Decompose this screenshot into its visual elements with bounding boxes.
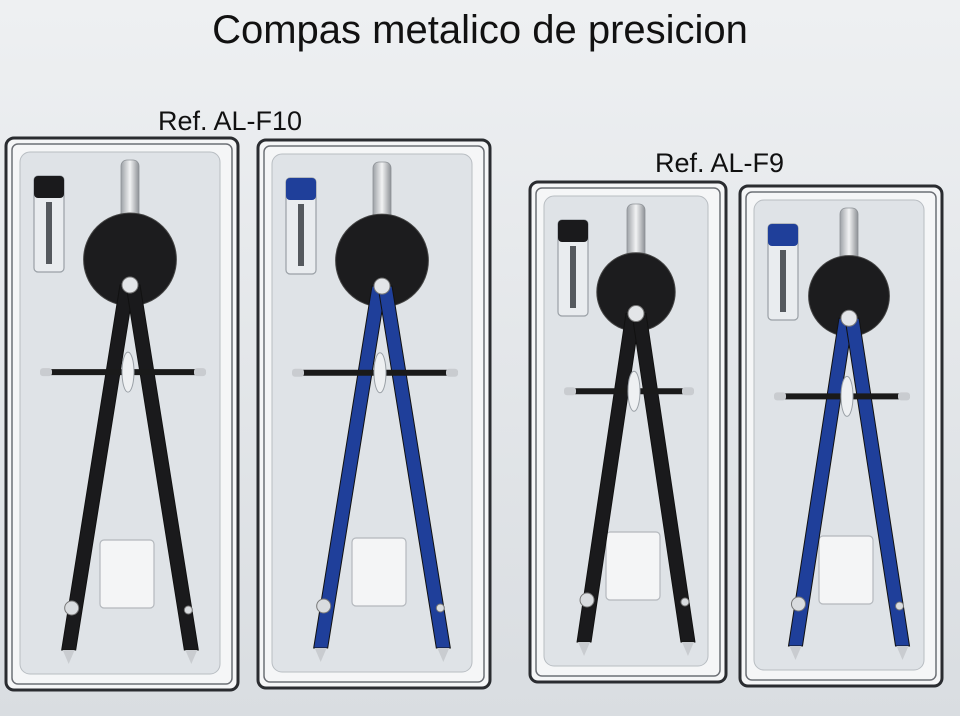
product-ref-label: Ref. AL-F9	[655, 148, 785, 178]
eraser	[100, 540, 154, 608]
eraser	[606, 532, 660, 600]
leg-screw	[436, 604, 444, 612]
bar-end	[292, 369, 304, 377]
eraser	[352, 538, 406, 606]
bar-end	[446, 369, 458, 377]
leg-screw	[65, 601, 79, 615]
lead-refills	[298, 204, 304, 266]
lead-refills	[570, 246, 576, 308]
vial-cap	[768, 224, 798, 246]
vial-cap	[34, 176, 64, 198]
compass-case	[740, 186, 942, 686]
bar-end	[682, 387, 694, 395]
adjust-wheel	[122, 352, 134, 392]
adjust-wheel	[628, 371, 640, 411]
vial-cap	[286, 178, 316, 200]
lead-refills	[46, 202, 52, 264]
product-ref-label: Ref. AL-F10	[158, 106, 303, 136]
bar-end	[774, 392, 786, 400]
bar-end	[564, 387, 576, 395]
bar-end	[40, 368, 52, 376]
bar-end	[194, 368, 206, 376]
leg-screw	[681, 598, 689, 606]
hinge-pin	[841, 310, 857, 326]
adjust-wheel	[374, 353, 386, 393]
compass-case	[258, 140, 490, 688]
hinge-pin	[374, 278, 390, 294]
adjust-wheel	[841, 376, 853, 416]
leg-screw	[791, 597, 805, 611]
lead-refills	[780, 250, 786, 312]
leg-screw	[580, 593, 594, 607]
bar-end	[898, 392, 910, 400]
compass-case	[530, 182, 726, 682]
eraser	[819, 536, 873, 604]
page-title: Compas metalico de presicion	[212, 8, 748, 52]
leg-screw	[184, 606, 192, 614]
hinge-pin	[628, 306, 644, 322]
vial-cap	[558, 220, 588, 242]
leg-screw	[896, 602, 904, 610]
compass-case	[6, 138, 238, 690]
hinge-pin	[122, 277, 138, 293]
leg-screw	[317, 599, 331, 613]
